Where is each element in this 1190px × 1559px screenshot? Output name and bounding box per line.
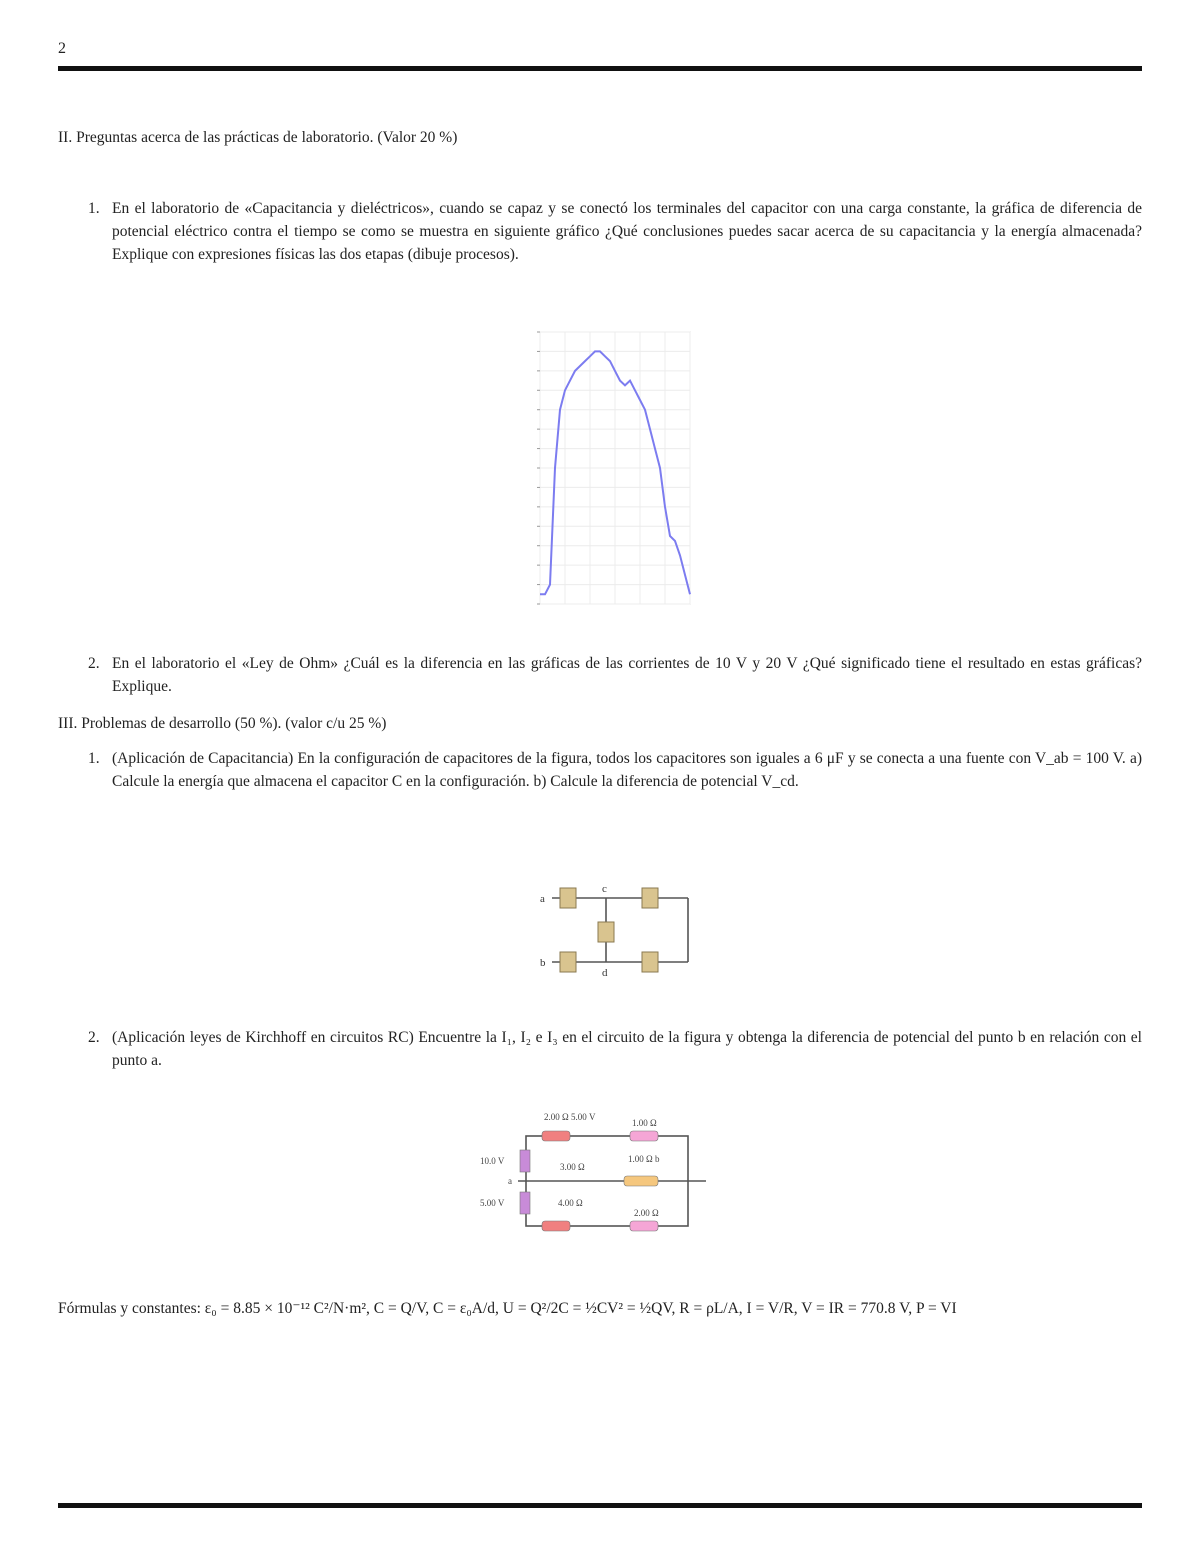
label-mid-left: 3.00 Ω <box>560 1162 585 1172</box>
resistor-bottom-left <box>542 1221 570 1231</box>
label-bottom-right: 2.00 Ω <box>634 1208 659 1218</box>
item-number: 1. <box>88 750 100 767</box>
label-mid-right: 1.00 Ω b <box>628 1154 660 1164</box>
resistor-top-left <box>542 1131 570 1141</box>
item-text: En el laboratorio el «Ley de Ohm» ¿Cuál es la diferencia en las gráficas de las corrientes de 10 V y 20 V ¿Qué significado tiene el resultado en estas gráficas? Explique. <box>112 655 1142 695</box>
node-label-c: c <box>602 883 607 895</box>
node-label-d: d <box>602 967 608 979</box>
section-ii-item-2 <box>88 652 1142 698</box>
item-number: 2. <box>88 655 100 672</box>
section-iii-heading: III. Problemas de desarrollo (50 %). (valor c/u 25 %) <box>58 715 387 732</box>
section-iii-item-1 <box>88 747 1142 793</box>
capacitor-c1 <box>560 888 576 908</box>
resistor-bottom-right <box>630 1221 658 1231</box>
voltage-time-chart <box>520 326 700 614</box>
kirchhoff-circuit-diagram <box>470 1104 720 1244</box>
capacitor-c4 <box>560 952 576 972</box>
capacitor-c2 <box>642 888 658 908</box>
capacitor-c5 <box>642 952 658 972</box>
item-text: (Aplicación de Capacitancia) En la configuración de capacitores de la figura, todos los capacitores son iguales a 6 μF y se conecta a una fuente con V_ab = 100 V. a) Calcule la energía que almacena el capacitor C en la configuración. b) Calcule la diferencia de potencial V_cd. <box>112 750 1142 790</box>
resistor-middle <box>624 1176 658 1186</box>
section-ii-heading: II. Preguntas acerca de las prácticas de laboratorio. (Valor 20 %) <box>58 129 458 146</box>
node-label-b: b <box>540 957 546 969</box>
page-number: 2 <box>58 40 66 57</box>
resistor-top-right <box>630 1131 658 1141</box>
item-number: 2. <box>88 1029 100 1046</box>
battery-top <box>520 1150 530 1172</box>
batteries <box>520 1150 530 1214</box>
label-top-left: 2.00 Ω 5.00 V <box>544 1112 596 1122</box>
formulas-constants: Fórmulas y constantes: ε₀ = 8.85 × 10⁻¹² C²/N·m², C = Q/V, C = ε₀A/d, U = Q²/2C = ½CV² = ½QV, R = ρL/A, I = V/R, V = IR = 770.8 V, P = VI <box>58 1300 957 1317</box>
section-iii-item-2 <box>88 1026 1142 1072</box>
capacitor-c3 <box>598 922 614 942</box>
section-ii-item-1 <box>88 197 1142 266</box>
label-top-right: 1.00 Ω <box>632 1118 657 1128</box>
node-label-a: a <box>540 893 545 905</box>
capacitors <box>560 888 658 972</box>
footer-rule <box>58 1503 1142 1508</box>
battery-bottom <box>520 1192 530 1214</box>
header-rule <box>58 66 1142 71</box>
item-text: (Aplicación leyes de Kirchhoff en circuitos RC) Encuentre la I₁, I₂ e I₃ en el circuito de la figura y obtenga la diferencia de potencial del punto b en relación con el punto a. <box>112 1029 1142 1069</box>
label-emf-bottom: 5.00 V <box>480 1198 505 1208</box>
label-emf-top: 10.0 V <box>480 1156 505 1166</box>
node-label-a: a <box>508 1176 512 1186</box>
circuit2-wires <box>518 1136 706 1226</box>
capacitor-circuit-diagram <box>538 866 698 981</box>
label-bottom-left: 4.00 Ω <box>558 1198 583 1208</box>
item-text: En el laboratorio de «Capacitancia y dieléctricos», cuando se capaz y se conectó los terminales del capacitor con una carga constante, la gráfica de diferencia de potencial eléctrico contra el tiempo se como se muestra en siguiente gráfico ¿Qué conclusiones puedes sacar acerca de su capacitancia y la energía almacenada? Explique con expresiones físicas las dos etapas (dibuje procesos). <box>112 200 1142 263</box>
item-number: 1. <box>88 200 100 217</box>
